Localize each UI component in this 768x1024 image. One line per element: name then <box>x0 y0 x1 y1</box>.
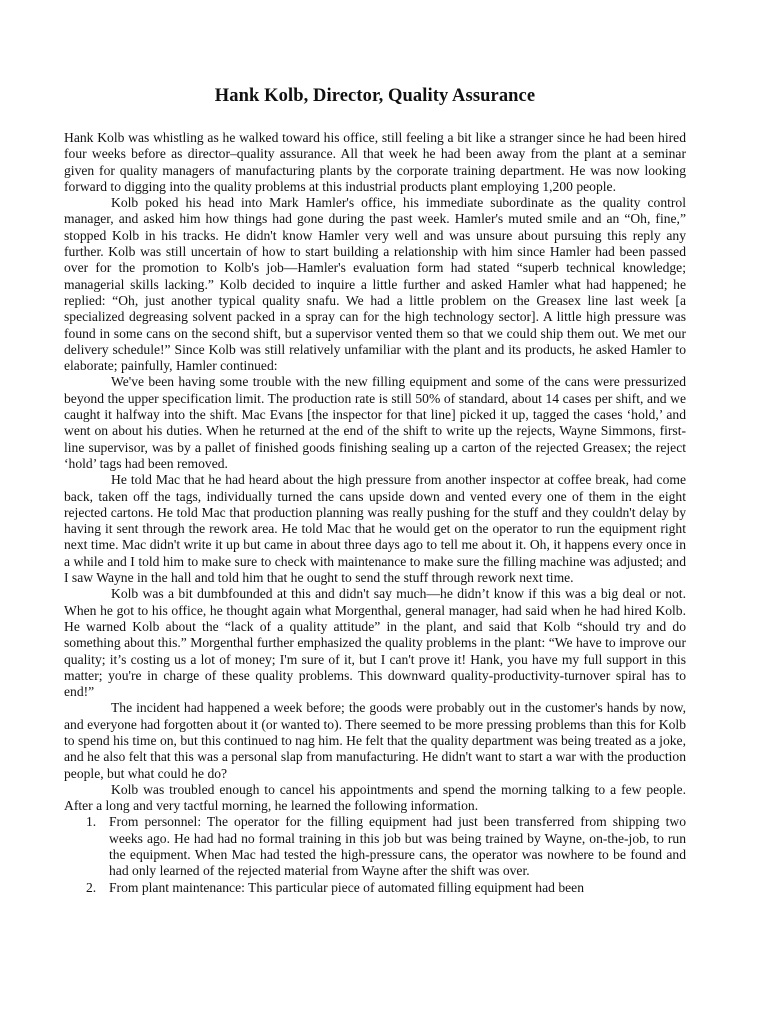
list-item-number: 1. <box>86 814 97 830</box>
document-title: Hank Kolb, Director, Quality Assurance <box>214 86 536 106</box>
list-item-number: 2. <box>86 879 97 895</box>
paragraph-kolb-troubled: Kolb was troubled enough to cancel his appointments and spend the morning talking to a few people. After a long and very tactful morning, he learned the following information. <box>64 781 686 814</box>
paragraph-intro: Hank Kolb was whistling as he walked toward his office, still feeling a bit like a stranger since he had been hired four weeks before as director–quality assurance. All that week he had been away from the plant at a seminar given for quality managers of manufacturing plants by the corporate training department. He was now looking forward to digging into the quality problems at this industrial products plant employing 1,200 people. <box>64 130 686 194</box>
list-item-text: From personnel: The operator for the filling equipment had just been transferred from shipping two weeks ago. He had had no formal training in this job but was being trained by Wayne, on-the-job, to run the equipment. When Mac had tested the high-pressure cans, the operator was nowhere to be found and had only learned of the rejected material from Wayne after the shift was over. <box>109 814 686 879</box>
list-item <box>64 814 686 879</box>
paragraph-filling-equipment: We've been having some trouble with the new filling equipment and some of the cans were pressurized beyond the upper specification limit. The production rate is still 50% of standard, about 14 cases per shift, and we caught it halfway into the shift. Mac Evans [the inspector for that line] picked it up, tagged the cases ‘hold,’ and went on about his duties. When he returned at the end of the shift to write up the rejects, Wayne Simmons, first-line supervisor, was by a pallet of finished goods finishing sealing up a carton of the rejected Greasex; the reject ‘hold’ tags had been removed. <box>64 374 686 471</box>
paragraph-incident: The incident had happened a week before; the goods were probably out in the customer's hands by now, and everyone had forgotten about it (or wanted to). There seemed to be more pressing problems than this for Kolb to spend his time on, but this continued to nag him. He felt that the quality department was being treated as a joke, and he also felt that this was a personal slap from manufacturing. He didn't want to start a war with the production people, but what could he do? <box>64 700 686 781</box>
list-item <box>64 880 686 896</box>
list-item-text: From plant maintenance: This particular piece of automated filling equipment had been <box>109 879 584 895</box>
paragraph-told-mac: He told Mac that he had heard about the high pressure from another inspector at coffee break, had come back, taken off the tags, individually turned the cans upside down and vented every one of them in the eight rejected cartons. He told Mac that production planning was really pushing for the stuff and they couldn't delay by having it sent through the rework area. He told Mac that he would get on the operator to run the equipment right next time. Mac didn't write it up but came in about three days ago to tell me about it. Oh, it happens every once in a while and I told him to make sure to check with maintenance to make sure the filling machine was adjusted; and I saw Wayne in the hall and told him that he ought to send the stuff through rework next time. <box>64 472 686 586</box>
paragraph-hamler-office: Kolb poked his head into Mark Hamler's office, his immediate subordinate as the quality control manager, and asked him how things had gone during the past week. Hamler's muted smile and an “Oh, fine,” stopped Kolb in his tracks. He didn't know Hamler very well and was unsure about pursuing this reply any further. Kolb was still uncertain of how to start building a relationship with him since Hamler had been passed over for the promotion to Kolb's job—Hamler's evaluation form had stated “superb technical knowledge; managerial skills lacking.” Kolb decided to inquire a little further and asked Hamler what had happened; he replied: “Oh, just another typical quality snafu. We had a little problem on the Greasex line last week [a specialized degreasing solvent packed in a spray can for the high technology sector]. A little high pressure was found in some cans on the second shift, but a supervisor vented them so that we could ship them out. We met our delivery schedule!” Since Kolb was still relatively unfamiliar with the plant and its products, he asked Hamler to elaborate; painfully, Hamler continued: <box>64 195 686 374</box>
document-page <box>64 84 686 896</box>
paragraph-kolb-dumbfounded: Kolb was a bit dumbfounded at this and didn't say much—he didn’t know if this was a big deal or not. When he got to his office, he thought again what Morgenthal, general manager, had said when he had hired Kolb. He warned Kolb about the “lack of a quality attitude” in the plant, and said that Kolb “should try and do something about this.” Morgenthal further emphasized the quality problems in the plant: “We have to improve our quality; it’s costing us a lot of money; I'm sure of it, but I can't prove it! Hank, you have my full support in this matter; you're in charge of these quality problems. This downward quality-productivity-turnover spiral has to end!” <box>64 586 686 700</box>
findings-list <box>64 814 686 895</box>
